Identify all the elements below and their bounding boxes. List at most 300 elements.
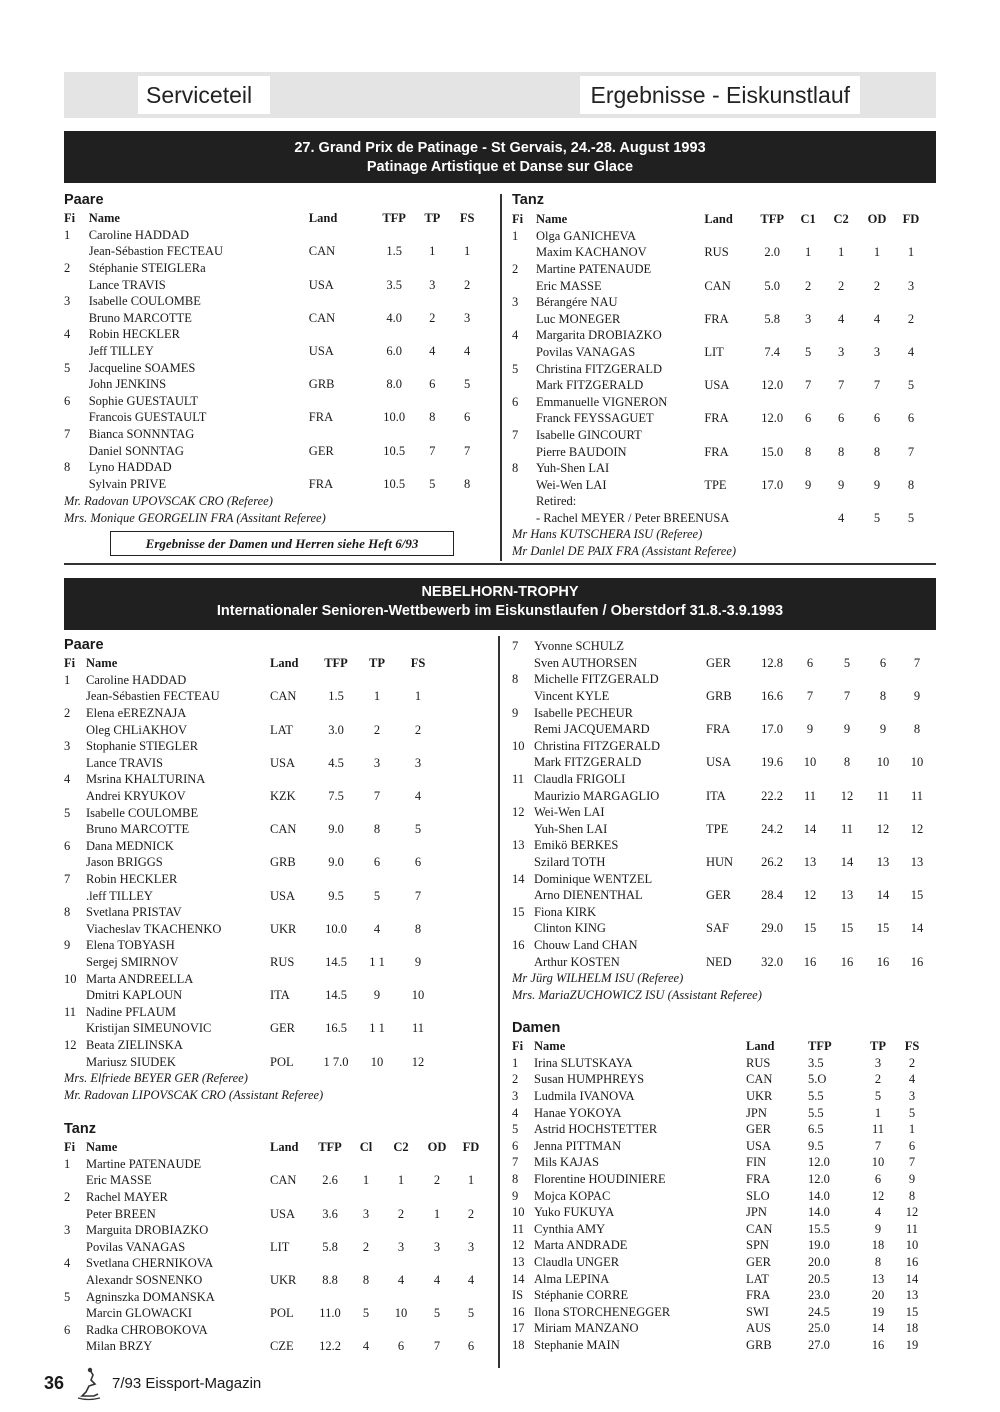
table-cell: 3 [907,278,915,293]
table-header-row [64,1139,488,1156]
table-cell: GRB [706,689,732,704]
table-cell: 3 [414,755,422,770]
table-cell: 3.6 [322,1206,338,1221]
table-cell [64,854,86,871]
table-cell: 3 [467,1239,475,1254]
table-cell: 13 [910,855,924,870]
table-cell: 5.0 [764,278,781,293]
column-header: Cl [359,1140,373,1155]
table-cell: 9.0 [328,855,344,870]
table-cell: 4 [873,311,881,326]
table-cell: 10 [394,1306,408,1321]
table-cell [64,1305,86,1322]
table-row [512,754,934,771]
table-cell: 12 [512,1238,525,1253]
table-cell: 3 [874,1055,882,1070]
table-cell: Florentine HOUDINIERE [534,1172,666,1187]
table-cell: 2 [907,311,915,326]
table-row [512,427,926,444]
table-row [64,887,436,904]
column-header: TFP [808,1039,832,1054]
table-cell [354,804,400,821]
table-cell: LAT [270,722,293,737]
table-cell [704,493,752,510]
table-cell: Povilas VANAGAS [535,345,636,360]
table-cell: Sylvain PRIVE [88,476,167,491]
table-row [512,1221,928,1238]
table-cell [792,261,824,278]
table-cell: 3 [433,1239,441,1254]
table-row [64,426,484,443]
table-cell: Wei-Wen LAI [535,477,607,492]
table-cell [828,904,866,921]
table-row [64,921,436,938]
table-cell [400,871,436,888]
table-row [64,788,436,805]
table-cell: 10 [411,988,425,1003]
e1-tanz-assistant-referee: Mr Danlel DE PAIX FRA (Assistant Referee) [512,544,737,558]
table-cell: GER [746,1255,771,1270]
table-cell: Elena TOBYASH [86,938,175,953]
column-divider [500,194,502,561]
table-cell: 7 [512,428,519,443]
table-cell: Claudla FRIGOLI [534,772,626,787]
table-cell: 8 [464,476,471,491]
table-cell [350,1156,382,1173]
table-cell [270,771,318,788]
table-cell: 7 [373,789,381,804]
table-cell: 9 [512,1188,519,1203]
table-cell: Marguita DROBIAZKO [86,1223,209,1238]
table-cell [374,293,414,310]
table-cell: UKR [270,1273,297,1288]
table-row [64,1205,488,1222]
table-cell: 8 [512,461,519,476]
table-cell: Ludmila IVANOVA [534,1089,635,1104]
table-row [64,359,484,376]
table-cell: FRA [704,311,729,326]
table-cell: 14 [876,888,890,903]
table-cell: 6 [837,411,845,426]
table-cell [400,1003,436,1020]
table-row [64,838,436,855]
table-cell: 15.0 [761,444,784,459]
column-header: Fi [512,212,524,227]
page-title: Ergebnisse - Eiskunstlauf [580,76,860,114]
table-cell [824,228,858,245]
table-cell: RUS [270,954,295,969]
table-cell [752,904,792,921]
table-cell: Dana MEDNICK [86,838,174,853]
table-cell: 4 [433,1273,441,1288]
table-cell: 14 [840,855,854,870]
table-cell [400,970,436,987]
table-cell [64,442,89,459]
table-cell: Stéphanie CORRE [534,1288,629,1303]
table-cell: SLO [746,1188,770,1203]
table-cell: Marta ANDRADE [534,1238,628,1253]
table-cell: 8 [64,460,71,475]
table-cell [858,261,896,278]
table-cell: Jacqueline SOAMES [88,360,196,375]
table-cell: UKR [746,1089,773,1104]
table-cell [318,672,354,689]
table-cell: 8 [362,1273,370,1288]
table-cell: Bruno MARCOTTE [88,310,192,325]
table-cell: Yuko FUKUYA [534,1205,615,1220]
table-cell [350,1189,382,1206]
table-cell: 13 [871,1271,885,1286]
table-cell [454,1322,488,1339]
table-cell: 6 [373,855,381,870]
table-cell: 2 [512,262,519,277]
table-cell: 10.0 [325,921,347,936]
table-cell: Bruno MARCOTTE [86,822,190,837]
table-cell: Martine PATENAUDE [535,262,652,277]
table-cell: 5 [467,1306,475,1321]
table-row [512,1287,928,1304]
table-cell: 17.0 [761,477,784,492]
section-rule [64,563,936,565]
table-row [64,1156,488,1173]
e1-paare-referee: Mr. Radovan UPOVSCAK CRO (Referee) [64,494,273,508]
table-cell [350,1288,382,1305]
table-cell: 9 [908,1172,916,1187]
table-cell: 14.0 [808,1188,830,1203]
table-cell: CAN [746,1072,773,1087]
table-cell: 6 [512,1138,519,1153]
table-cell: 7 [433,1339,441,1354]
table-cell: 1.5 [328,689,344,704]
event2-title: NEBELHORN-TROPHY [421,584,579,600]
table-cell: 3 [908,1089,916,1104]
table-cell: UKR [270,921,297,936]
table-cell [824,294,858,311]
table-cell: 1 [429,244,436,259]
column-header: Land [704,212,733,227]
table-cell: TPE [706,821,729,836]
table-cell [270,970,318,987]
table-cell: 13 [905,1288,919,1303]
table-cell: ITA [270,988,290,1003]
table-cell [64,1172,86,1189]
table-cell: 16 [512,937,525,952]
table-cell: 5 [512,1122,519,1137]
table-row [512,721,934,738]
table-cell: Emikö BERKES [534,838,619,853]
table-cell [896,294,926,311]
table-row [64,459,484,476]
table-cell [270,1189,310,1206]
table-row [64,705,436,722]
table-cell: 16 [910,954,924,969]
table-cell [64,921,86,938]
table-cell [64,887,86,904]
table-cell: GRB [270,855,296,870]
e2-damen-title: Damen [512,1020,561,1036]
table-cell: 5 [512,361,519,376]
table-cell: Cynthia AMY [534,1221,606,1236]
table-row [512,1187,928,1204]
table-cell [414,459,450,476]
table-row [512,688,934,705]
table-cell: Fiona KIRK [534,904,597,919]
column-header: TFP [382,211,406,226]
table-cell: 8 [907,477,915,492]
e1-tanz-table [512,211,926,526]
table-cell [824,427,858,444]
table-cell: Maxim KACHANOV [535,245,647,260]
table-cell: 9.0 [328,822,344,837]
table-cell: 4 [464,344,471,359]
table-cell: 5 [429,476,436,491]
event2-banner [64,578,936,630]
table-cell [512,377,536,394]
table-cell [309,359,374,376]
table-cell: 8.0 [386,377,402,392]
table-cell [896,327,926,344]
table-cell: Jean-Sébastien FECTEAU [86,689,220,704]
table-cell [450,326,484,343]
table-cell: 9 [512,705,519,720]
table-cell: 14 [871,1321,885,1336]
table-cell: CAN [270,689,297,704]
table-cell: 12 [910,821,924,836]
table-cell: 2.0 [764,245,781,260]
table-row [64,771,436,788]
table-cell [792,704,828,721]
table-cell [270,871,318,888]
table-cell [414,426,450,443]
table-cell [64,721,86,738]
table-cell: CZE [270,1339,294,1354]
table-cell: Povilas VANAGAS [86,1239,186,1254]
column-header: C2 [833,212,849,227]
table-cell: NED [706,954,732,969]
table-cell: Caroline HADDAD [88,227,190,242]
table-cell [792,671,828,688]
table-cell: 9 [913,689,921,704]
table-cell [828,837,866,854]
table-cell: Nadine PFLAUM [86,1004,176,1019]
table-cell [400,1037,436,1054]
table-cell [752,261,792,278]
table-cell [64,1053,86,1070]
table-cell [752,837,792,854]
table-row [512,460,926,477]
column-header: TP [369,656,385,671]
table-cell [450,426,484,443]
table-cell: GRB [308,377,335,392]
table-cell [270,838,318,855]
table-cell: Ilona STORCHENEGGER [534,1304,671,1319]
table-cell: 24.2 [761,821,783,836]
table-cell [414,359,450,376]
table-cell [706,837,752,854]
table-cell: 12 [840,788,854,803]
table-cell [752,771,792,788]
table-cell [792,771,828,788]
table-row [64,260,484,277]
table-cell [706,804,752,821]
table-cell [354,1037,400,1054]
table-cell [512,493,536,510]
table-cell [270,1322,310,1339]
e1-paare-assistant-referee: Mrs. Monique GEORGELIN FRA (Assitant Referee) [64,511,326,525]
column-header: Name [86,1140,118,1155]
table-cell: 11 [411,1021,425,1036]
table-cell [450,227,484,244]
table-cell: - Rachel MEYER / Peter BREEN [535,510,705,525]
table-cell: Viacheslav TKACHENKO [86,921,222,936]
table-cell: Alexandr SOSNENKO [86,1273,203,1288]
table-row [512,1071,928,1088]
table-cell: Mariusz SIUDEK [86,1054,176,1069]
table-cell [270,1222,310,1239]
table-cell [792,294,824,311]
table-cell: 5 [873,510,881,525]
table-cell: Susan HUMPHREYS [534,1072,645,1087]
table-cell: 5 [874,1089,882,1104]
table-cell: Elena eEREZNAJA [86,706,187,721]
table-row [64,970,436,987]
table-cell: Lance TRAVIS [88,277,166,292]
table-header-row [512,1038,928,1055]
table-cell: TPE [704,477,727,492]
column-header: FS [410,656,426,671]
table-cell: 3 [512,1089,519,1104]
table-cell: 7 [429,443,436,458]
table-cell: 18 [871,1238,885,1253]
table-cell [828,804,866,821]
e1-paare-table [64,210,484,492]
table-cell: Lance TRAVIS [86,755,163,770]
table-cell [400,838,436,855]
table-cell: 9 [879,722,887,737]
table-cell: Remi JACQUEMARD [534,722,650,737]
table-cell: USA [706,755,732,770]
table-header-row [64,210,484,227]
table-cell [354,771,400,788]
table-cell [704,294,752,311]
table-cell [792,870,828,887]
table-cell: 2 [397,1206,405,1221]
table-cell: Isabelle COULOMBE [88,294,201,309]
table-cell [354,1003,400,1020]
table-cell: Andrei KRYUKOV [86,789,186,804]
table-row [64,442,484,459]
table-cell [866,638,900,655]
table-cell [792,327,824,344]
table-cell: 3 [429,277,436,292]
table-row [64,1322,488,1339]
table-cell [828,771,866,788]
table-cell: 1 [873,245,881,260]
table-cell [704,261,752,278]
table-cell [450,393,484,410]
table-cell: 14.5 [325,988,347,1003]
table-row [64,738,436,755]
table-cell [270,705,318,722]
table-cell: 2 [64,261,71,276]
table-cell: 1 [64,672,71,687]
table-cell [414,293,450,310]
column-header: TP [424,211,441,226]
table-row [64,276,484,293]
table-cell: Daniel SONNTAG [88,443,184,458]
table-cell: 15 [803,921,817,936]
table-cell [792,460,824,477]
table-cell [900,704,934,721]
table-cell: Isabelle GINCOURT [535,428,642,443]
table-cell: Arthur KOSTEN [534,954,620,969]
table-cell: 10 [803,755,817,770]
table-cell [792,394,824,411]
table-cell: Peter BREEN [86,1206,156,1221]
table-cell [64,821,86,838]
section-label: Serviceteil [138,76,270,114]
table-cell: Beata ZIELINSKA [86,1037,183,1052]
table-cell [512,244,536,261]
column-header: FS [904,1039,920,1054]
table-cell [858,294,896,311]
e2-paare-assistant-referee: Mr. Radovan LIPOVSCAK CRO (Assistant Referee) [64,1088,324,1102]
table-cell [704,427,752,444]
table-cell [382,1222,420,1239]
table-cell [792,427,824,444]
table-cell: 3 [64,294,71,309]
table-cell: 6 [64,838,71,853]
table-cell: 12 [512,805,525,820]
table-cell [310,1222,350,1239]
table-row [64,821,436,838]
table-cell: 7 [913,655,921,670]
table-cell: 7 [873,378,881,393]
table-cell: 13 [512,838,525,853]
table-cell [752,228,792,245]
table-cell [64,276,89,293]
table-row [512,510,926,527]
table-cell: 18 [905,1321,919,1336]
table-cell: 2 [467,1206,475,1221]
table-cell [900,937,934,954]
table-cell: 1 [467,1173,475,1188]
table-cell: 12.0 [808,1172,830,1187]
table-cell: KZK [270,789,296,804]
table-row [512,311,926,328]
table-cell: 5 [64,1289,71,1304]
table-cell: 8 [843,755,851,770]
table-cell: CAN [704,278,731,293]
table-cell [706,937,752,954]
table-cell [309,426,374,443]
table-cell [318,771,354,788]
table-cell [420,1156,454,1173]
table-cell: 11.0 [319,1306,341,1321]
table-cell [858,493,896,510]
table-cell [354,705,400,722]
e1-tanz-referee: Mr Hans KUTSCHERA ISU (Referee) [512,527,703,541]
table-row [64,1189,488,1206]
table-cell: 14.5 [325,954,347,969]
table-cell [896,427,926,444]
column-header: Name [535,212,568,227]
table-cell: 7 [64,872,71,887]
table-row [64,227,484,244]
table-cell [704,228,752,245]
table-row [512,294,926,311]
table-cell [752,870,792,887]
